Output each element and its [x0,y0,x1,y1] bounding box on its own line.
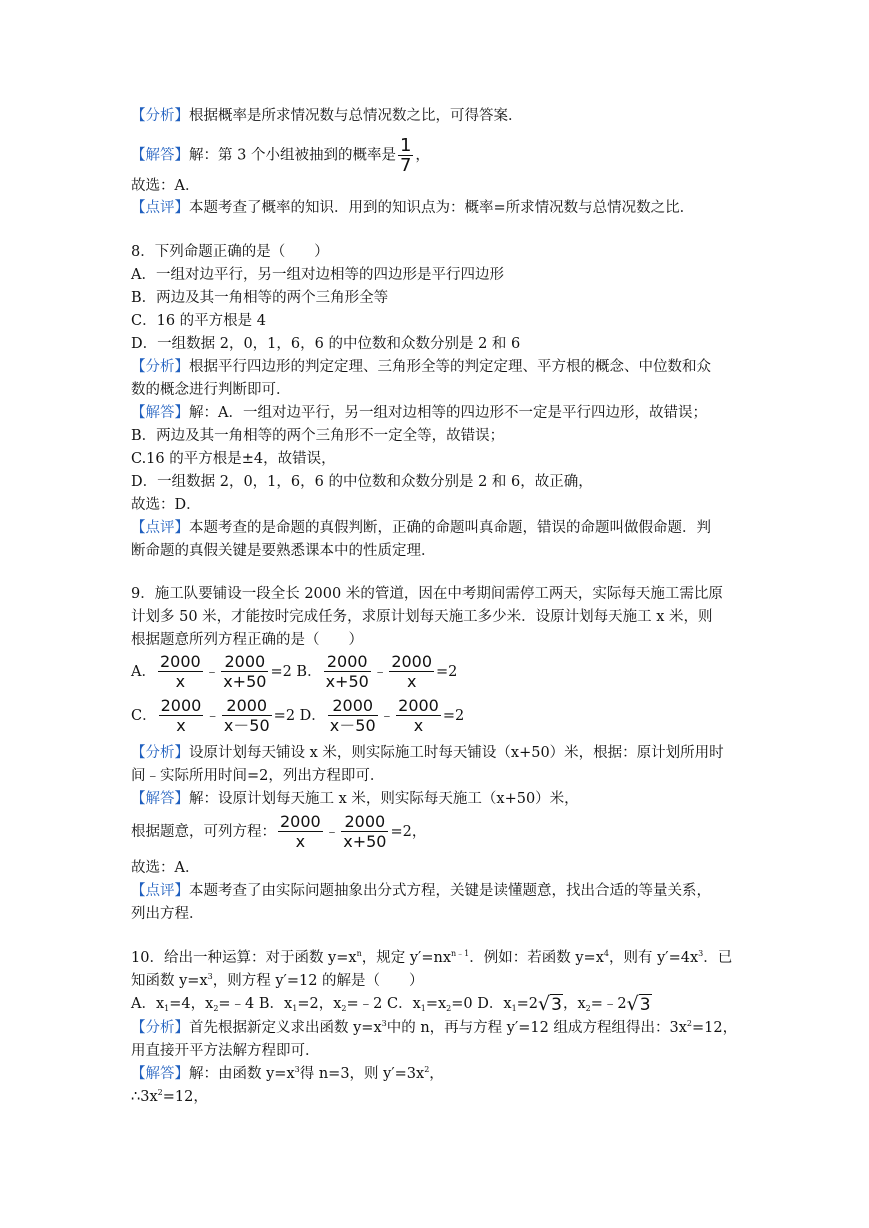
q10-text: A．x [131,996,165,1012]
sqrt-sign: √ [538,993,551,1015]
minus-sign: ﹣ [205,708,220,724]
q8-choice: 故选：D． [131,497,201,513]
q8-answer-line4: D．一组数据 2，0，1，6，6 的中位数和众数分别是 2 和 6，故正确， [131,474,593,490]
q10-text: 中的 n，再与方程 y′=12 组成方程组得出：3x [386,1020,687,1036]
numerator: 2000 [341,813,388,832]
superscript: 2 [424,1065,430,1074]
q7-answer [131,136,430,175]
q7-comment [131,198,694,218]
subscript: 2 [213,1004,219,1013]
q10-text: =﹣2 C．x [346,996,421,1012]
denominator: x+50 [223,672,267,691]
q8-answer-line1: 解：A．一组对边平行，另一组对边相等的四边形不一定是平行四边形，故错误； [189,405,707,421]
q9-answer-equation [131,812,426,852]
q9-analysis-line2: 间﹣实际所用时间=2，列出方程即可． [131,768,385,784]
equals-two: =2 [273,708,296,724]
q7-answer-end: ， [415,147,430,164]
fraction [221,653,268,691]
answer-tag: 【解答】 [131,1066,189,1082]
comment-tag: 【点评】 [131,520,189,536]
superscript: n﹣1 [451,949,470,958]
sqrt-expression [538,994,563,1015]
q10-stem-line1 [131,948,732,968]
q9-choice: 故选：A． [131,860,200,876]
fraction [328,697,378,735]
q10-text: ．例如：若函数 y=x [469,950,604,966]
q7-prob-denominator: 7 [399,155,412,176]
superscript: 3 [381,1019,387,1028]
q10-options [131,994,652,1015]
answer-tag: 【解答】 [131,791,189,807]
q9-comment-line1: 本题考查了由实际问题抽象出分式方程，关键是读懂题意，找出合适的等量关系， [189,883,711,899]
q9-options-cd [131,696,464,736]
fraction [324,653,371,691]
q9-answer-line1: 解：设原计划每天施工 x 米，则实际每天施工（x+50）米， [189,791,579,807]
q7-analysis [131,106,523,126]
radicand: 3 [639,995,651,1015]
q10-stem-line2 [131,971,424,991]
q9-analysis [131,743,724,763]
superscript: 3 [294,1065,300,1074]
q10-answer-line2 [131,1087,208,1107]
answer-tag: 【解答】 [131,147,189,164]
q10-text: =﹣2 [590,996,627,1012]
numerator: 2000 [324,653,371,672]
q10-text: 10．给出一种运算：对于函数 y=x [131,950,357,966]
denominator: x+50 [343,832,387,851]
q10-text: ，则方程 y′=12 的解是（ ） [212,973,424,989]
q8-option-b: B．两边及其一角相等的两个三角形全等 [131,290,389,306]
equals-two: =2 [436,664,458,680]
q9-option-d-label: D． [299,708,326,724]
q9-stem-line1: 9．施工队要铺设一段全长 2000 米的管道，因在中考期间需停工两天，实际每天施工需比原 [131,586,723,602]
numerator: 2000 [222,697,272,716]
subscript: 1 [420,1004,426,1013]
subscript: 1 [292,1004,298,1013]
equals-two: =2 [270,664,292,680]
numerator: 2000 [160,696,202,715]
q8-analysis-line1: 根据平行四边形的判定定理、三角形全等的判定定理、平方根的概念、中位数和众 [189,359,711,375]
q9-options-ab [131,652,457,692]
q8-option-d: D．一组数据 2，0，1，6，6 的中位数和众数分别是 2 和 6 [131,336,521,352]
q10-analysis-line2: 用直接开平方法解方程即可． [131,1043,320,1059]
equals-two: =2， [390,824,427,840]
comment-tag: 【点评】 [131,883,189,899]
q8-stem: 8．下列命题正确的是（ ） [131,244,329,260]
sqrt-expression [627,994,652,1015]
q10-text: =0 D．x [451,996,512,1012]
q8-comment [131,518,711,538]
q8-answer-line3: C.16 的平方根是±4，故错误， [131,451,336,467]
q10-text: 首先根据新定义求出函数 y=x [189,1020,382,1036]
denominator: x－50 [329,716,376,735]
q10-text: ，x [562,996,586,1012]
superscript: 2 [686,1019,692,1028]
fraction [159,697,204,735]
q8-analysis-line2: 数的概念进行判断即可． [131,382,291,398]
denominator: x [295,832,306,851]
minus-sign: ﹣ [324,824,340,840]
q9-stem-line2: 计划多 50 米，才能按时完成任务，求原计划每天施工多少米．设原计划每天施工 x 米，则 [131,609,713,625]
minus-sign: ﹣ [379,708,395,724]
q8-option-c: C．16 的平方根是 4 [131,313,266,329]
fraction [158,653,203,691]
superscript: 3 [207,972,213,981]
q9-comment [131,881,711,901]
superscript: 2 [157,1088,163,1097]
q9-stem-line3: 根据题意所列方程正确的是（ ） [131,632,363,648]
q9-equation-intro: 根据题意，可列方程： [131,824,276,840]
superscript: 4 [603,949,609,958]
q7-answer-text: 解：第 3 个小组被抽到的概率是 [189,147,396,164]
q9-comment-line2: 列出方程． [131,906,204,922]
subscript: 2 [585,1004,591,1013]
denominator: x [413,716,424,735]
fraction [278,813,323,851]
analysis-tag: 【分析】 [131,1020,189,1036]
superscript: 3 [698,949,704,958]
q10-text: ，规定 y′=nx [361,950,451,966]
comment-tag: 【点评】 [131,200,189,216]
q8-comment-line1: 本题考查的是命题的真假判断，正确的命题叫真命题，错误的命题叫做假命题．判 [189,520,711,536]
q7-comment-text: 本题考查了概率的知识．用到的知识点为：概率=所求情况数与总情况数之比． [189,200,695,216]
fraction [222,697,272,735]
analysis-tag: 【分析】 [131,745,189,761]
analysis-tag: 【分析】 [131,359,189,375]
q8-option-a: A．一组对边平行，另一组对边相等的四边形是平行四边形 [131,267,504,283]
denominator: x [176,716,186,735]
q7-prob-numerator: 1 [399,135,412,156]
q10-text: =4，x [169,996,214,1012]
numerator: 2000 [328,697,378,716]
fraction [389,653,434,691]
numerator: 2000 [221,653,268,672]
q9-option-c-label: C． [131,708,157,724]
q8-comment-line2: 断命题的真假关键是要熟悉课本中的性质定理． [131,543,436,559]
radicand: 3 [551,995,562,1015]
q9-answer [131,789,579,809]
denominator: x [175,672,186,691]
numerator: 2000 [280,812,321,831]
q10-text: =12， [691,1020,738,1036]
denominator: x [406,672,417,691]
subscript: 1 [164,1004,170,1013]
q9-analysis-line1: 设原计划每天铺设 x 米，则实际施工时每天铺设（x+50）米，根据：原计划所用时 [189,745,724,761]
q10-text: =2 [516,996,539,1012]
denominator: x+50 [325,672,369,691]
q10-analysis [131,1018,737,1038]
q10-text: =﹣4 B．x [218,996,293,1012]
q8-answer [131,403,707,423]
fraction [396,697,441,735]
subscript: 2 [446,1004,452,1013]
q9-option-b-label: B． [296,664,322,680]
sqrt-sign: √ [626,993,639,1015]
q7-probability-fraction [398,136,413,175]
q10-text: ， [429,1066,444,1082]
q10-text: 知函数 y=x [131,973,208,989]
answer-tag: 【解答】 [131,405,189,421]
q10-text: 解：由函数 y=x [189,1066,295,1082]
minus-sign: ﹣ [204,664,220,680]
q8-analysis [131,357,711,377]
subscript: 2 [341,1004,347,1013]
numerator: 2000 [398,696,439,715]
q7-choice: 故选：A． [131,178,200,194]
numerator: 2000 [391,652,433,671]
analysis-tag: 【分析】 [131,108,189,124]
q10-text: 得 n=3，则 y′=3x [299,1066,425,1082]
q10-answer [131,1064,444,1084]
q10-text: ．已 [703,950,733,966]
numerator: 2000 [159,652,201,671]
denominator: x－50 [223,716,270,735]
fraction [341,813,388,851]
equals-two: =2 [442,708,465,724]
q10-text: =12， [162,1089,208,1105]
subscript: 1 [511,1004,517,1013]
q7-analysis-text: 根据概率是所求情况数与总情况数之比，可得答案． [189,108,523,124]
superscript: n [356,949,362,958]
q8-answer-line2: B．两边及其一角相等的两个三角形不一定全等，故错误； [131,428,505,444]
q10-text: =x [425,996,447,1012]
q10-text: =2，x [297,996,342,1012]
q10-text: ∴3x [131,1089,158,1105]
q10-text: ，则有 y′=4x [608,950,699,966]
q9-option-a-label: A． [131,664,156,680]
minus-sign: ﹣ [372,664,388,680]
